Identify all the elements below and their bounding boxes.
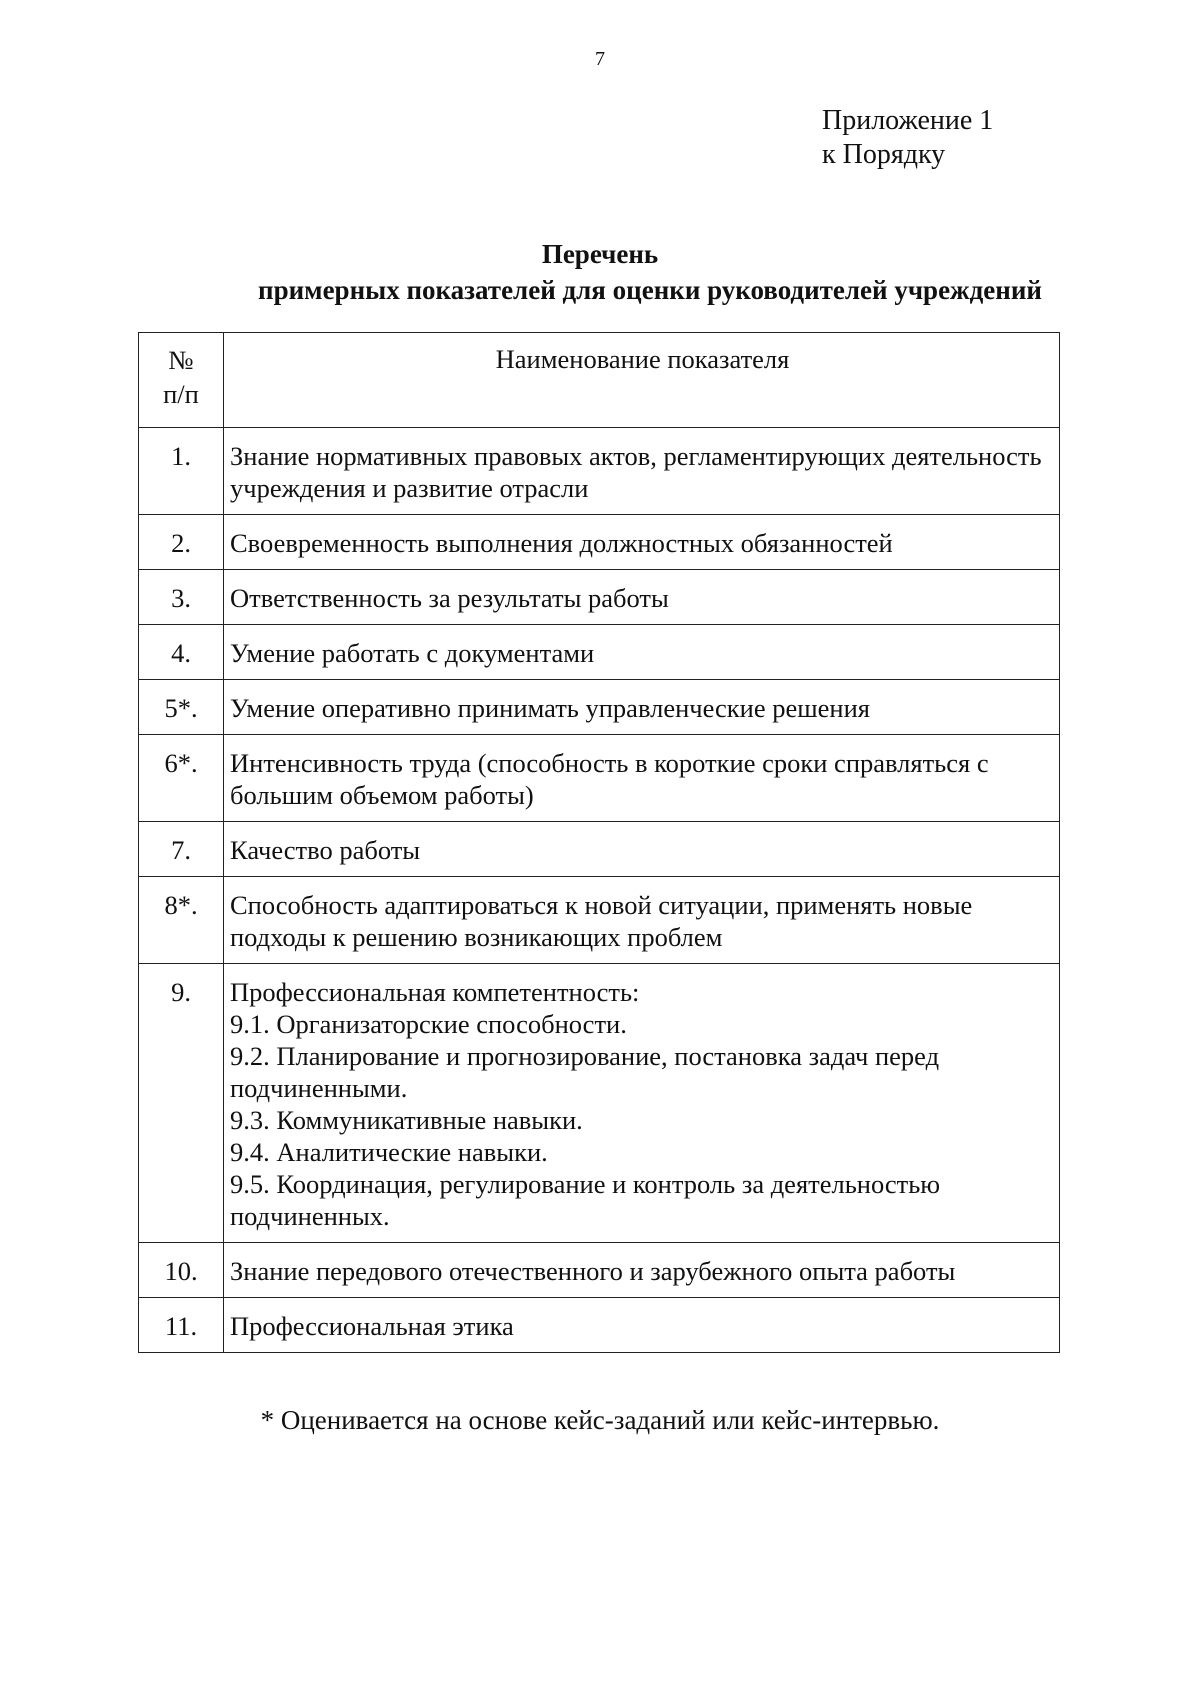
- appendix-line-1: Приложение 1: [822, 105, 994, 136]
- row-number: 7.: [139, 822, 224, 877]
- row-number: 11.: [139, 1298, 224, 1353]
- sub-indicator: 9.5. Координация, регулирование и контроль за деятельностью подчиненных.: [230, 1169, 941, 1231]
- appendix-reference: [822, 104, 993, 172]
- table-row: [139, 1243, 1060, 1298]
- row-indicator: Знание передового отечественного и зарубежного опыта работы: [224, 1243, 1060, 1298]
- row-number: 3.: [139, 570, 224, 625]
- title-line-1: Перечень: [541, 239, 659, 269]
- document-title: [0, 236, 1200, 308]
- sub-indicator: 9.4. Аналитические навыки.: [230, 1137, 548, 1167]
- footnote: * Оценивается на основе кейс-заданий или кейс-интервью.: [260, 1405, 940, 1435]
- row-indicator: Качество работы: [224, 822, 1060, 877]
- row-number: 10.: [139, 1243, 224, 1298]
- row-number: 5*.: [139, 680, 224, 735]
- row-indicator: Ответственность за результаты работы: [224, 570, 1060, 625]
- table-row: [139, 964, 1060, 1243]
- header-number-abbr: п/п: [163, 379, 199, 409]
- indicators-table: [138, 332, 1060, 1353]
- header-number-cell: [139, 333, 224, 428]
- row-number: 2.: [139, 515, 224, 570]
- sub-indicator: 9.1. Организаторские способности.: [230, 1009, 627, 1039]
- row-indicator: Своевременность выполнения должностных обязанностей: [224, 515, 1060, 570]
- appendix-line-2: к Порядку: [822, 139, 946, 170]
- table-header-row: [139, 333, 1060, 428]
- table-row: [139, 1298, 1060, 1353]
- row-indicator: Интенсивность труда (способность в короткие сроки справляться с большим объемом работы): [224, 735, 1060, 822]
- row-number: 9.: [139, 964, 224, 1243]
- row-indicator: Профессиональная этика: [224, 1298, 1060, 1353]
- row-indicator-group: [224, 964, 1060, 1243]
- title-line-2: примерных показателей для оценки руководителей учреждений: [258, 275, 1042, 305]
- row-number: 4.: [139, 625, 224, 680]
- table-row: [139, 877, 1060, 964]
- sub-indicator: 9.2. Планирование и прогнозирование, постановка задач перед подчиненными.: [230, 1041, 940, 1103]
- header-number-symbol: №: [168, 345, 194, 375]
- row-number: 8*.: [139, 877, 224, 964]
- row-number: 6*.: [139, 735, 224, 822]
- table-row: [139, 570, 1060, 625]
- row-indicator: Профессиональная компетентность:: [230, 977, 640, 1007]
- table-row: [139, 428, 1060, 515]
- table-row: [139, 680, 1060, 735]
- page-number: 7: [595, 48, 605, 70]
- row-indicator: Умение работать с документами: [224, 625, 1060, 680]
- table-row: [139, 822, 1060, 877]
- table-row: [139, 515, 1060, 570]
- table-row: [139, 735, 1060, 822]
- header-name-cell: Наименование показателя: [224, 333, 1060, 428]
- table-row: [139, 625, 1060, 680]
- row-indicator: Способность адаптироваться к новой ситуации, применять новые подходы к решению возникающих проблем: [224, 877, 1060, 964]
- row-indicator: Умение оперативно принимать управленческие решения: [224, 680, 1060, 735]
- row-indicator: Знание нормативных правовых актов, регламентирующих деятельность учреждения и развитие отрасли: [224, 428, 1060, 515]
- row-number: 1.: [139, 428, 224, 515]
- sub-indicator: 9.3. Коммуникативные навыки.: [230, 1105, 583, 1135]
